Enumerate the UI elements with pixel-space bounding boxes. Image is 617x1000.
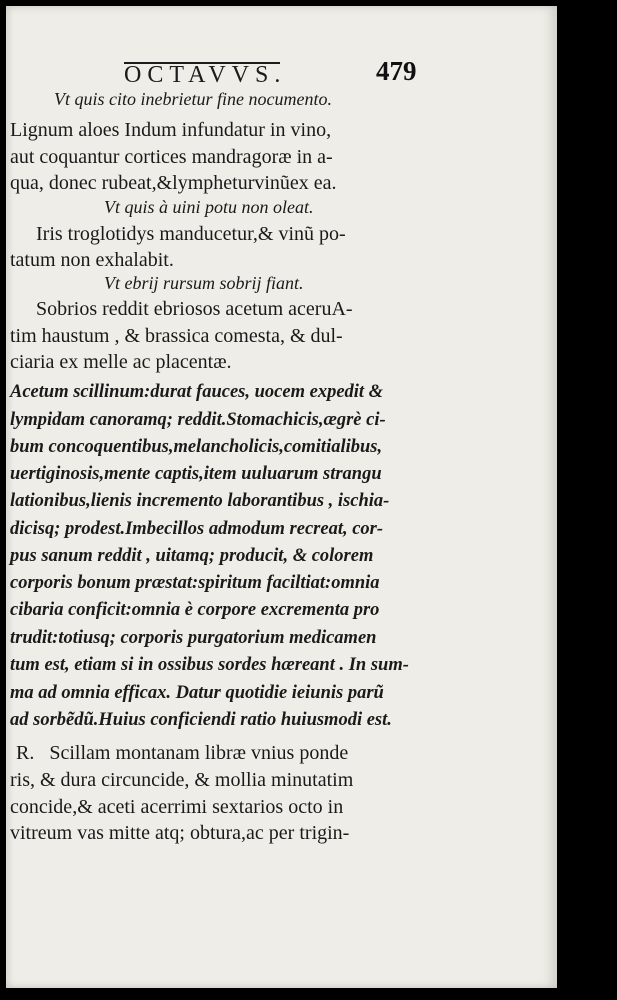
text-line: tim haustum , & brassica comesta, & dul- — [10, 325, 343, 347]
recipe-line: ris, & dura circuncide, & mollia minutatim — [10, 769, 354, 791]
section-heading: Vt quis cito inebrietur fine nocumento. — [54, 89, 332, 109]
text-line: qua, donec rubeat,&lympheturvinũex ea. — [10, 172, 337, 194]
text-line: ciaria ex melle ac placentæ. — [10, 351, 232, 373]
commentary-line: ma ad omnia efficax. Datur quotidie ieiunis parũ — [10, 683, 384, 703]
commentary-line: lationibus,lienis incremento laborantibus , ischia- — [10, 491, 390, 511]
commentary-line: cibaria conficit:omnia è corpore excrementa pro — [10, 600, 380, 620]
commentary-line: trudit:totiusq; corporis purgatorium medicamen — [10, 628, 377, 648]
commentary-line: pus sanum reddit , uitamq; producit, & colorem — [10, 546, 374, 566]
recipe-line: concide,& aceti acerrimi sextarios octo in — [10, 796, 344, 818]
page-number: 479 — [376, 56, 417, 86]
commentary-line: corporis bonum præstat:spiritum faciltiat:omnia — [10, 573, 380, 593]
commentary-line: lympidam canoramq; reddit.Stomachicis,ægrè ci- — [10, 410, 386, 430]
commentary-line: uertiginosis,mente captis,item uuluarum strangu — [10, 464, 382, 484]
recipe-line: vitreum vas mitte atq; obtura,ac per trigin- — [10, 822, 350, 844]
text-line: tatum non exhalabit. — [10, 249, 174, 271]
text-line: Sobrios reddit ebriosos acetum aceruA- — [36, 298, 353, 320]
commentary-line: Acetum scillinum:durat fauces, uocem expedit & — [10, 382, 384, 402]
page-header — [6, 58, 557, 92]
section-heading: Vt quis à uini potu non oleat. — [104, 197, 314, 217]
commentary-line: tum est, etiam si in ossibus sordes hæreant . In sum- — [10, 655, 409, 675]
section-heading: Vt ebrij rursum sobrij fiant. — [104, 273, 304, 293]
text-line: Iris troglotidys manducetur,& vinũ po- — [36, 223, 346, 245]
running-head: OCTAVVS. — [124, 62, 287, 88]
commentary-line: ad sorbẽdũ.Huius conficiendi ratio huiusmodi est. — [10, 710, 392, 730]
book-page — [6, 6, 557, 988]
text-line: aut coquantur cortices mandragoræ in a- — [10, 146, 333, 168]
commentary-line: dicisq; prodest.Imbecillos admodum recreat, cor- — [10, 519, 384, 539]
text-line: Lignum aloes Indum infundatur in vino, — [10, 119, 332, 141]
recipe-line: R. Scillam montanam libræ vnius ponde — [16, 742, 349, 764]
commentary-line: bum concoquentibus,melancholicis,comitialibus, — [10, 437, 383, 457]
